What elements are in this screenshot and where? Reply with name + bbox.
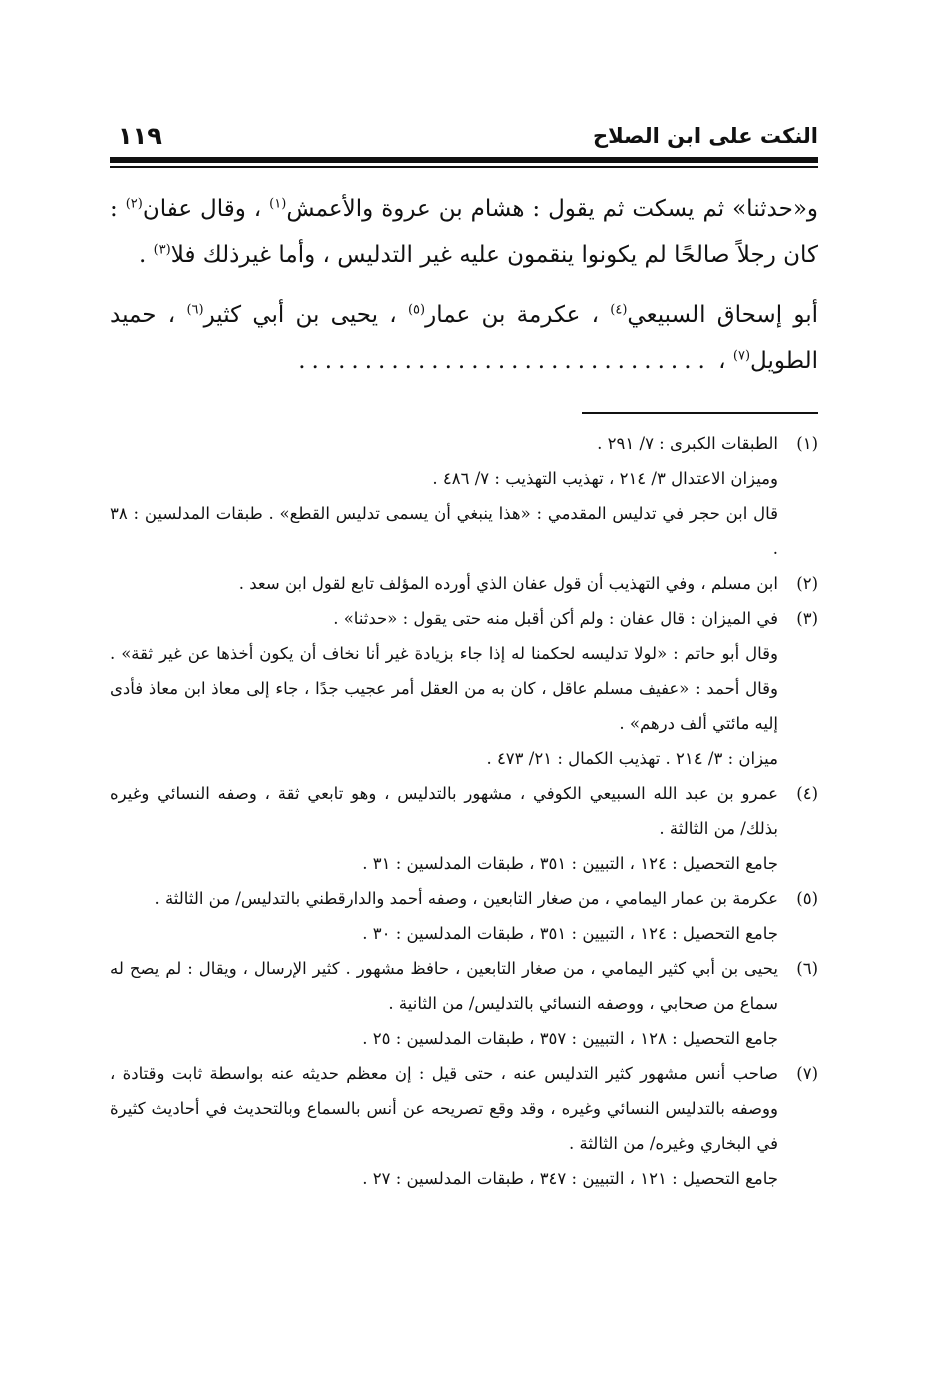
page-header [110,118,818,158]
footnote-body [110,776,778,881]
footnote-line: عمرو بن عبد الله السبيعي الكوفي ، مشهور بالتدليس ، وهو تابعي ثقة ، وصفه النسائي وغيره بذلك/ من الثالثة . [110,784,778,838]
text-run: . [138,242,154,268]
text-run: : كان رجلاً صالحًا لم يكونوا ينقمون عليه غير التدليس ، وأما غيرذلك فلا [110,196,818,268]
footnote-ref[interactable]: (٣) [153,242,171,258]
footnote-line: جامع التحصيل : ١٢٤ ، التبيين : ٣٥١ ، طبقات المدلسين : ٣٠ . [362,924,778,943]
footnote-body [110,601,778,776]
text-run: ، عكرمة بن عمار [425,302,611,328]
footnote [110,1056,818,1196]
footnote [110,951,818,1056]
footnote-line: الطبقات الكبرى : ٧/ ٢٩١ . [597,434,778,453]
header-rule-thick [110,157,818,163]
footnote-line: جامع التحصيل : ١٢٤ ، التبيين : ٣٥١ ، طبقات المدلسين : ٣١ . [362,854,778,873]
footnote-separator [582,412,818,414]
main-paragraph-2 [110,292,818,384]
footnote-line: في الميزان : قال عفان : ولم أكن أقبل منه حتى يقول : «حدثنا» . [333,609,778,628]
running-title: النكت على ابن الصلاح [592,124,818,148]
footnote-number: (٢) [796,574,818,593]
footnote-line: ميزان : ٣/ ٢١٤ . تهذيب الكمال : ٢١/ ٤٧٣ . [486,749,778,768]
footnote-number: (١) [796,434,818,453]
footnote-body [110,426,778,566]
footnote-line: يحيى بن أبي كثير اليمامي ، من صغار التابعين ، حافظ مشهور . كثير الإرسال ، ويقال : لم يصح له سماع من صحابي ، ووصفه النسائي بالتدليس/ من الثانية . [110,959,778,1013]
footnote-ref[interactable]: (٧) [732,348,751,364]
footnote-line: وقال أبو حاتم : «لولا تدليسه لحكمنا له إذا جاء بزيادة غير أنا نخاف أن يكون أخذها عن غير ثقة» . وقال أحمد : «عفيف مسلم عاقل ، كان به من العقل أمر عجيب جدًا ، جاء إلى معاذ ابن معاذ فأدى إليه مائتي ألف درهم» . [110,644,778,733]
footnote-number: (٦) [796,959,818,978]
text-run: و«حدثنا» ثم يسكت ثم يقول : هشام بن عروة والأعمش [286,196,819,222]
footnote-line: قال ابن حجر في تدليس المقدمي : «هذا ينبغي أن يسمى تدليس القطع» . طبقات المدلسين : ٣٨ . [110,504,778,558]
footnote-ref[interactable]: (١) [269,196,287,212]
text-run: ، حميد الطويل [110,302,818,374]
footnote-ref[interactable]: (٢) [125,196,143,212]
footnote-number: (٣) [796,609,818,628]
footnote [110,601,818,776]
text-run: ، [718,348,733,374]
footnote [110,881,818,951]
footnote-line: صاحب أنس مشهور كثير التدليس عنه ، حتى قيل : إن معظم حديثه عنه بواسطة ثابت وقتادة ، ووصفه بالتدليس النسائي وغيره ، وقد وقع تصريحه عن أنس بالسماع وبالتحديث في أحاديث كثيرة في البخاري وغيره/ من الثالثة . [110,1064,778,1153]
footnote-body [110,1056,778,1196]
text-run: ، يحيى بن أبي كثير [203,302,408,328]
footnote-number: (٥) [796,889,818,908]
footnote-number: (٤) [796,784,818,803]
footnote-body [110,881,778,951]
footnote-number: (٧) [796,1064,818,1083]
footnote [110,776,818,881]
footnote-ref[interactable]: (٦) [186,302,204,318]
footnote-line: وميزان الاعتدال ٣/ ٢١٤ ، تهذيب التهذيب : ٧/ ٤٨٦ . [432,469,778,488]
header-rule-thin [110,166,818,168]
footnote-ref[interactable]: (٤) [610,302,628,318]
footnotes [110,426,818,1196]
text-run: أبو إسحاق السبيعي [627,302,818,328]
footnote-line: جامع التحصيل : ١٢٨ ، التبيين : ٣٥٧ ، طبقات المدلسين : ٢٥ . [362,1029,778,1048]
main-text [110,186,818,384]
footnote-body [110,566,778,601]
text-run: ، وقال عفان [142,196,270,222]
page-number: ١١٩ [118,122,162,150]
footnote [110,426,818,566]
footnote-line: ابن مسلم ، وفي التهذيب أن قول عفان الذي أورده المؤلف تابع لقول ابن سعد . [238,574,778,593]
footnote-ref[interactable]: (٥) [407,302,426,318]
main-paragraph-1 [110,186,818,278]
footnote [110,566,818,601]
ellipsis-dots: ............................... [298,348,711,374]
footnote-line: جامع التحصيل : ١٢١ ، التبيين : ٣٤٧ ، طبقات المدلسين : ٢٧ . [362,1169,778,1188]
footnote-line: عكرمة بن عمار اليمامي ، من صغار التابعين ، وصفه أحمد والدارقطني بالتدليس/ من الثالثة . [154,889,778,908]
footnote-body [110,951,778,1056]
